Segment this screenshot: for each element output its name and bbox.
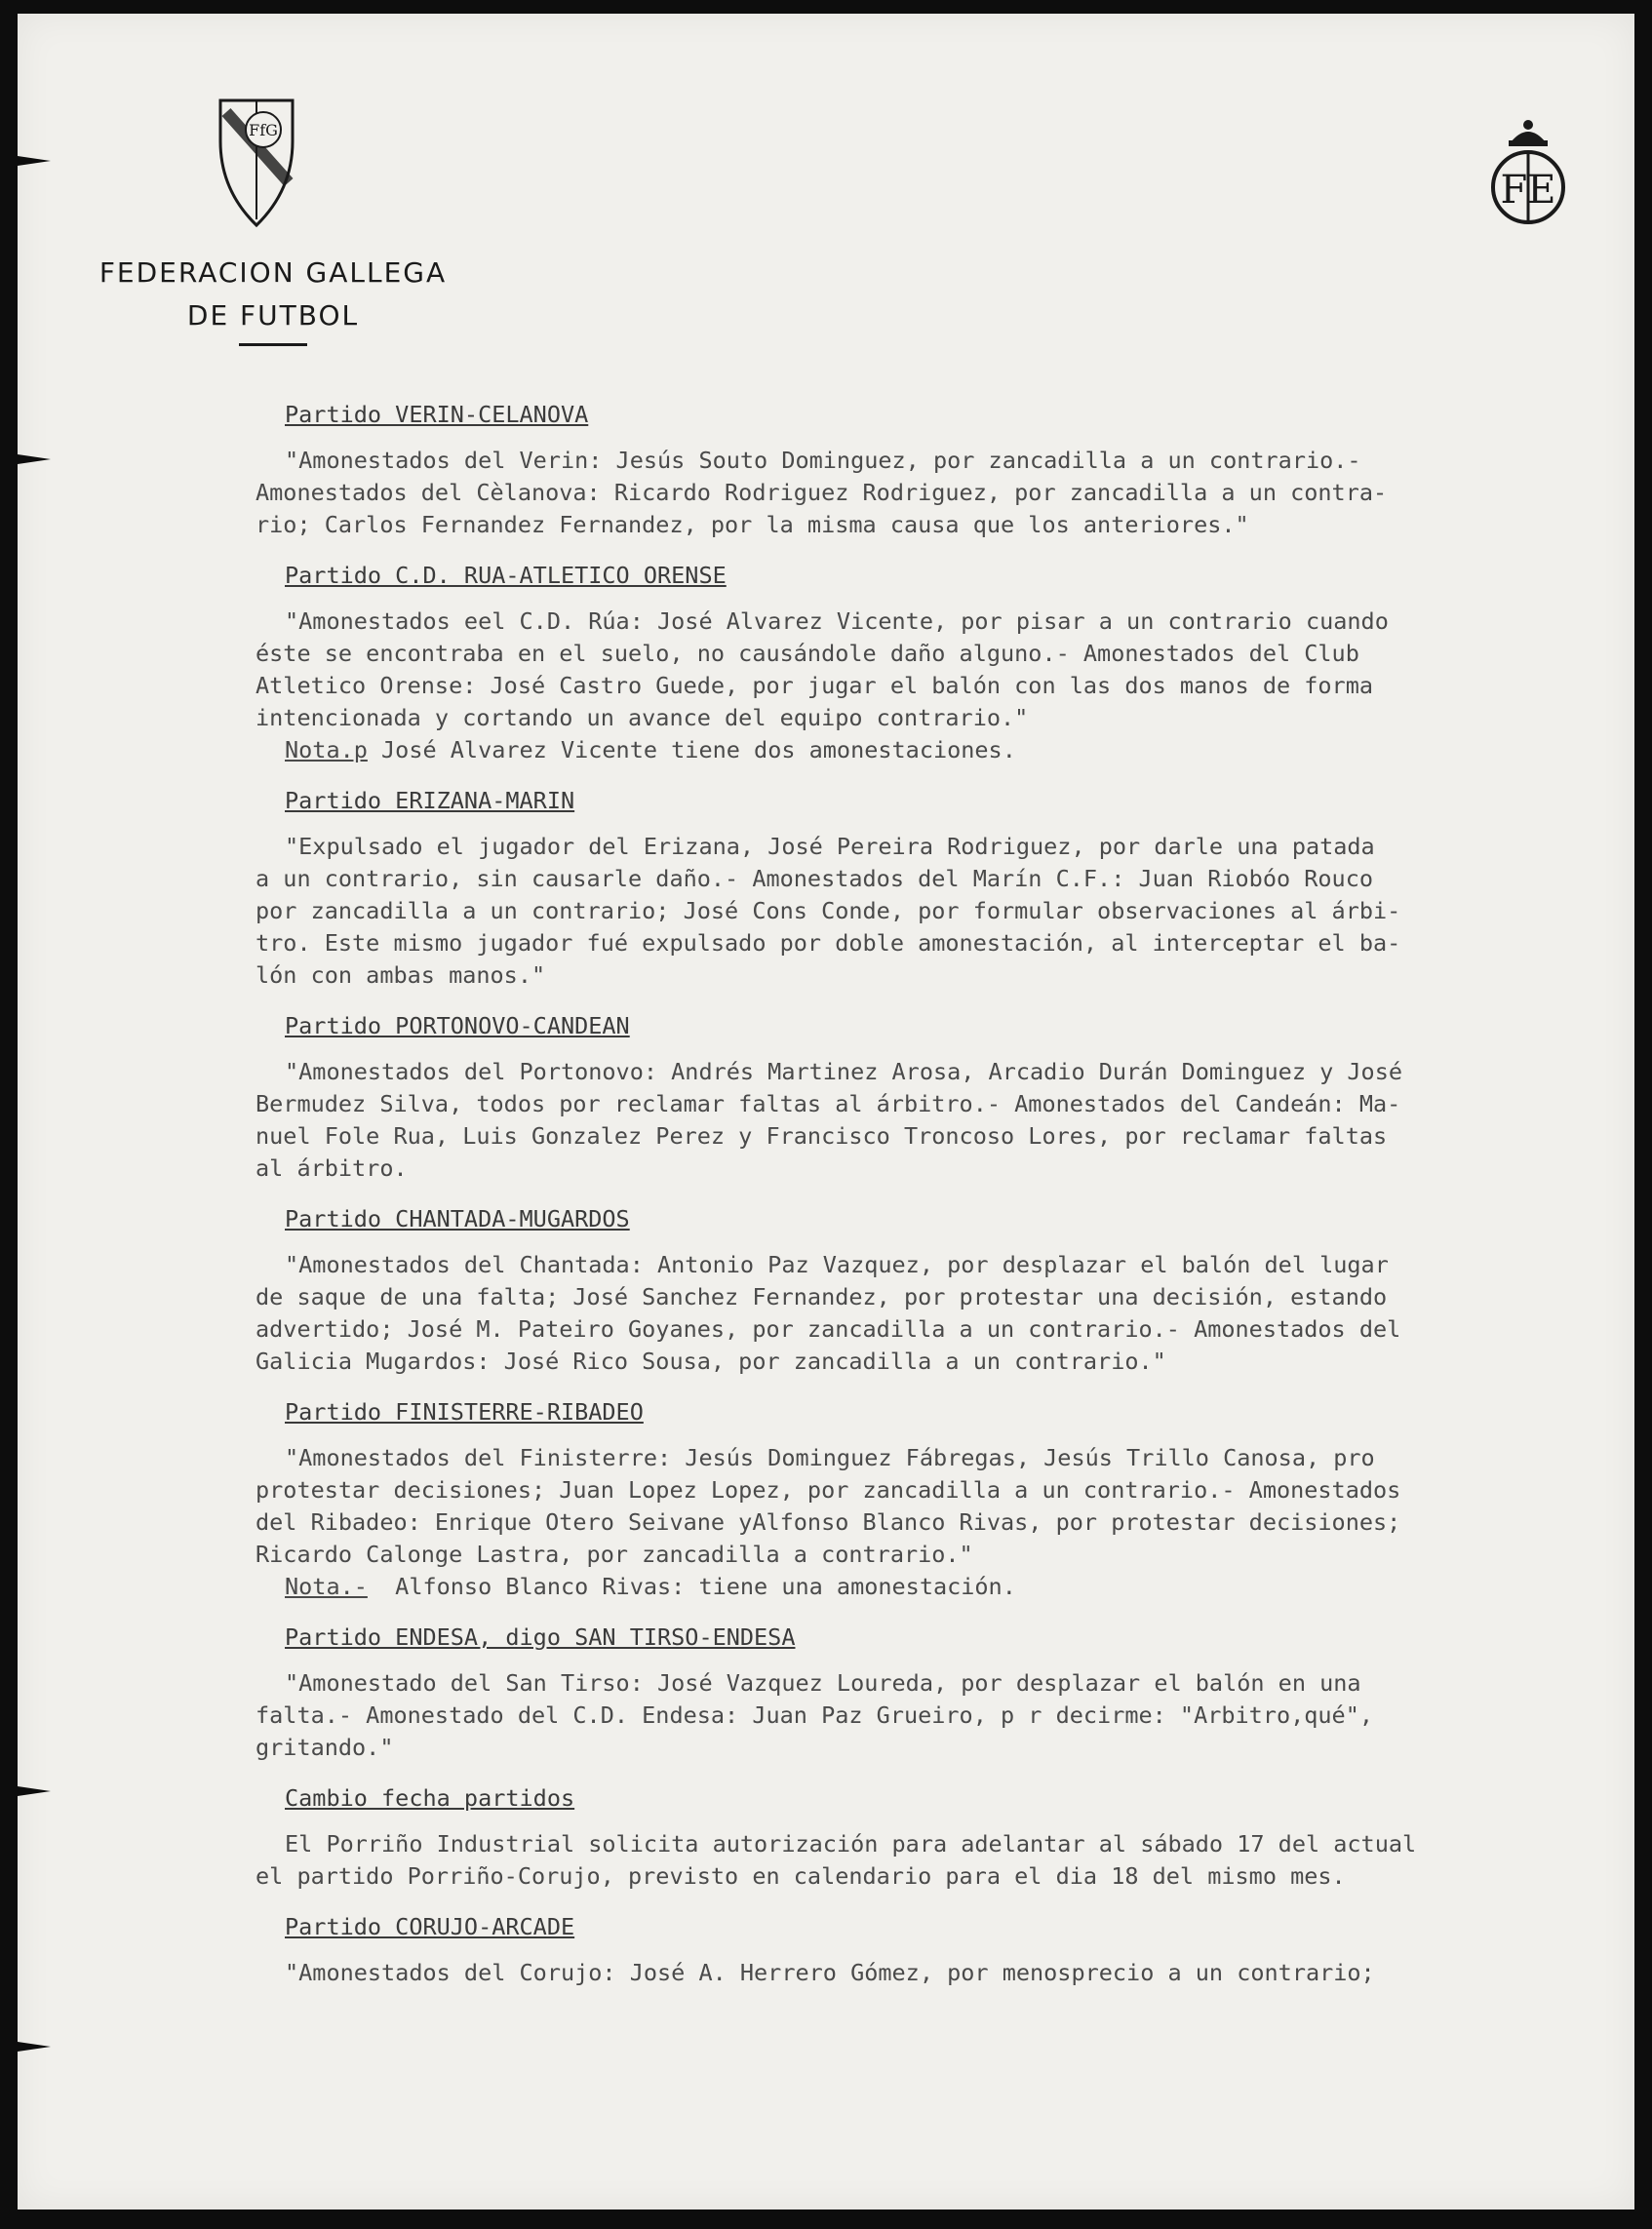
org-name-line1: FEDERACION GALLEGA [98,256,448,289]
body-line: rio; Carlos Fernandez Fernandez, por la misma causa que los anteriores." [256,511,1249,538]
body-line: "Amonestados del Corujo: José A. Herrero Gómez, por menosprecio a un contrario; [285,1959,1375,1986]
match-section [256,784,1611,992]
body-line: Amonestados del Cèlanova: Ricardo Rodriguez Rodriguez, por zancadilla a un contra- [256,479,1388,506]
body-line: del Ribadeo: Enrique Otero Seivane yAlfonso Blanco Rivas, por protestar decisiones; [256,1508,1401,1536]
match-section [256,1395,1611,1603]
body-line: Bermudez Silva, todos por reclamar faltas al árbitro.- Amonestados del Candeán: Ma- [256,1090,1401,1117]
body-line: por zancadilla a un contrario; José Cons Conde, por formular observaciones al árbi- [256,897,1401,924]
match-section [256,559,1611,766]
binder-hole [18,156,51,166]
rfef-crest-icon [1487,115,1569,233]
body-line: "Amonestados eel C.D. Rúa: José Alvarez Vicente, por pisar a un contrario cuando [285,607,1389,635]
body-line: lón con ambas manos." [256,961,546,989]
section-note [256,1571,1611,1603]
section-heading: Partido ENDESA, digo SAN TIRSO-ENDESA [285,1623,796,1651]
organization-name [68,252,478,346]
section-heading: Partido CHANTADA-MUGARDOS [285,1205,630,1232]
body-line: "Amonestado del San Tirso: José Vazquez Loureda, por desplazar el balón en una [285,1669,1361,1697]
binder-hole [18,454,51,464]
body-line: "Expulsado el jugador del Erizana, José Pereira Rodriguez, por darle una patada [285,833,1375,860]
body-line: éste se encontraba en el suelo, no causándole daño alguno.- Amonestados del Club [256,640,1359,667]
section-heading: Partido VERIN-CELANOVA [285,401,589,428]
section-note [256,734,1611,766]
body-line: Atletico Orense: José Castro Guede, por jugar el balón con las dos manos de forma [256,672,1374,699]
document-body [256,398,1611,2007]
org-name-line2: DE FUTBOL [186,299,360,332]
body-line: Ricardo Calonge Lastra, por zancadilla a contrario." [256,1541,973,1568]
match-section [256,1781,1611,1893]
body-line: a un contrario, sin causarle daño.- Amonestados del Marín C.F.: Juan Riobóo Rouco [256,865,1374,892]
body-line: gritando." [256,1734,394,1761]
body-line: Galicia Mugardos: José Rico Sousa, por zancadilla a un contrario." [256,1348,1166,1375]
body-line: advertido; José M. Pateiro Goyanes, por zancadilla a un contrario.- Amonestados del [256,1315,1401,1343]
body-line: "Amonestados del Chantada: Antonio Paz Vazquez, por desplazar el balón del lugar [285,1251,1389,1278]
section-heading: Partido ERIZANA-MARIN [285,787,575,814]
section-heading: Partido CORUJO-ARCADE [285,1913,575,1940]
body-line: "Amonestados del Finisterre: Jesús Dominguez Fábregas, Jesús Trillo Canosa, pro [285,1444,1375,1471]
body-line: intencionada y cortando un avance del equipo contrario." [256,704,1029,731]
match-section [256,1621,1611,1764]
body-line: nuel Fole Rua, Luis Gonzalez Perez y Francisco Troncoso Lores, por reclamar faltas [256,1122,1388,1150]
body-line: al árbitro. [256,1154,408,1182]
section-heading: Partido FINISTERRE-RIBADEO [285,1398,644,1426]
note-label: Nota.p [285,736,368,763]
section-heading: Partido C.D. RUA-ATLETICO ORENSE [285,562,727,589]
svg-text:FE: FE [1500,168,1556,213]
note-text: José Alvarez Vicente tiene dos amonestaciones. [367,736,1016,763]
note-label: Nota.- [285,1573,368,1600]
binder-hole [18,2042,51,2052]
match-section [256,1009,1611,1185]
body-line: "Amonestados del Verin: Jesús Souto Dominguez, por zancadilla a un contrario.- [285,447,1361,474]
title-underline [239,343,307,346]
section-heading: Cambio fecha partidos [285,1784,575,1812]
body-line: "Amonestados del Portonovo: Andrés Martinez Arosa, Arcadio Durán Dominguez y José [285,1058,1403,1085]
section-heading: Partido PORTONOVO-CANDEAN [285,1012,630,1039]
match-section [256,1910,1611,1989]
ffg-shield-icon [213,93,300,234]
note-text: Alfonso Blanco Rivas: tiene una amonestación. [367,1573,1016,1600]
body-line: tro. Este mismo jugador fué expulsado por doble amonestación, al interceptar el ba- [256,929,1401,957]
body-line: protestar decisiones; Juan Lopez Lopez, por zancadilla a un contrario.- Amonestados [256,1476,1401,1504]
body-line: El Porriño Industrial solicita autorización para adelantar al sábado 17 del actual [285,1830,1417,1858]
body-line: de saque de una falta; José Sanchez Fernandez, por protestar una decisión, estando [256,1283,1388,1310]
body-line: falta.- Amonestado del C.D. Endesa: Juan Paz Grueiro, p r decirme: "Arbitro,qué", [256,1701,1374,1729]
match-section [256,1202,1611,1378]
svg-text:FfG: FfG [249,121,278,139]
match-section [256,398,1611,541]
binder-hole [18,1786,51,1796]
body-line: el partido Porriño-Corujo, previsto en calendario para el dia 18 del mismo mes. [256,1862,1346,1890]
